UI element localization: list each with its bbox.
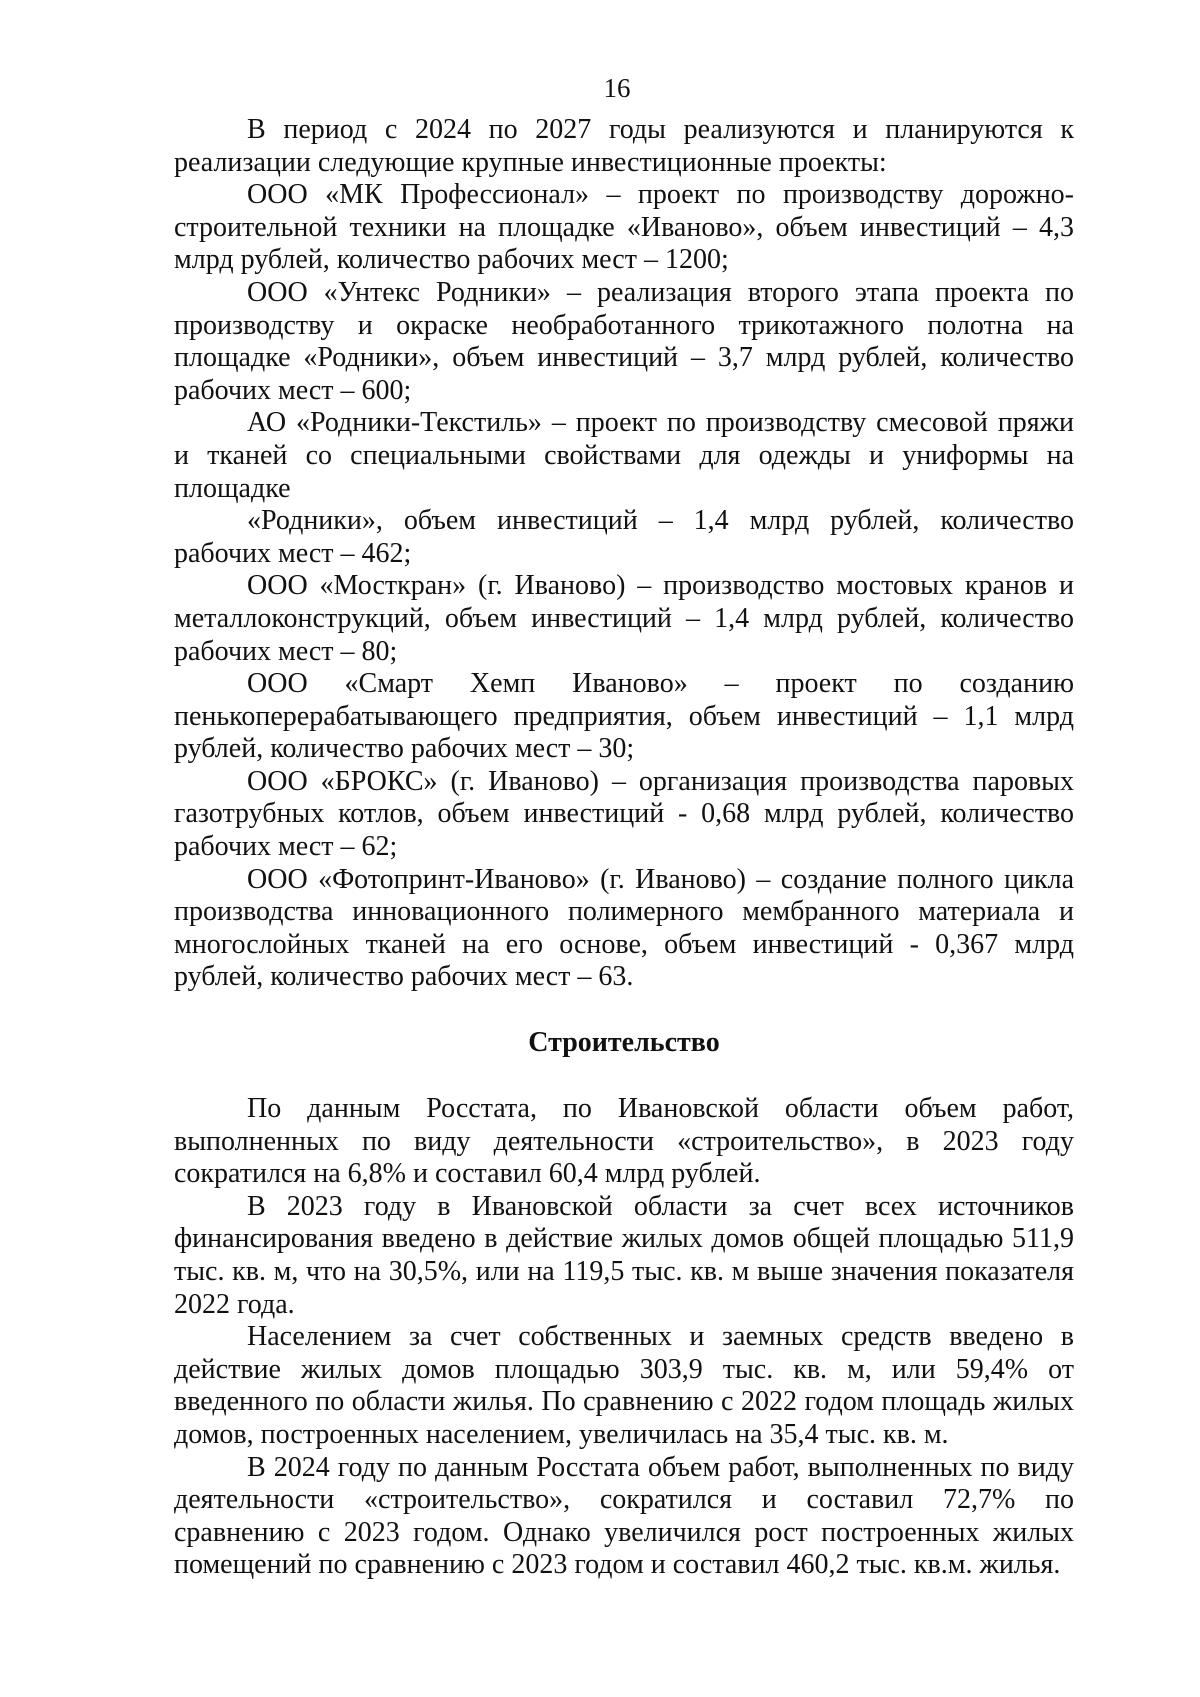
section-heading-construction: Строительство <box>528 1027 720 1058</box>
project-item-smart-hemp: ООО «Смарт Хемп Иваново» – проект по созданию пенькоперерабатывающего предприятия, объем инвестиций – 1,1 млрд рублей, количество рабочих мест – 30; <box>174 668 1074 765</box>
construction-paragraph: В 2023 году в Ивановской области за счет всех источников финансирования введено в действие жилых домов общей площадью 511,9 тыс. кв. м, что на 30,5%, или на 119,5 тыс. кв. м выше значения показателя 2022 года. <box>174 1190 1074 1320</box>
project-item-fotoprint: ООО «Фотопринт-Иваново» (г. Иваново) – создание полного цикла производства инновационного полимерного мембранного материала и многослойных тканей на его основе, объем инвестиций - 0,367 млрд рублей, количество рабочих мест – 63. <box>174 863 1074 993</box>
project-item-mostkran: ООО «Мосткран» (г. Иваново) – производство мостовых кранов и металлоконструкций, объем инвестиций – 1,4 млрд рублей, количество рабочих мест – 80; <box>174 570 1074 667</box>
construction-section <box>174 1093 1074 1582</box>
construction-paragraph: По данным Росстата, по Ивановской области объем работ, выполненных по виду деятельности «строительство», в 2023 году сократился на 6,8% и составил 60,4 млрд рублей. <box>174 1093 1074 1190</box>
page-number: 16 <box>603 73 631 103</box>
projects-section <box>174 114 1074 994</box>
project-item-rodniki-textile: АО «Родники-Текстиль» – проект по производству смесовой пряжи и тканей со специальными свойствами для одежды и униформы на площадке <box>174 407 1074 504</box>
construction-paragraph: В 2024 году по данным Росстата объем работ, выполненных по виду деятельности «строительство», сократился и составил 72,7% по сравнению с 2023 годом. Однако увеличился рост построенных жилых помещений по сравнению с 2023 годом и составил 460,2 тыс. кв.м. жилья. <box>174 1451 1074 1581</box>
project-item-mk-professional: ООО «МК Профессионал» – проект по производству дорожно-строительной техники на площадке «Иваново», объем инвестиций – 4,3 млрд рублей, количество рабочих мест – 1200; <box>174 179 1074 276</box>
project-item-rodniki-textile-continued: «Родники», объем инвестиций – 1,4 млрд рублей, количество рабочих мест – 462; <box>174 505 1074 569</box>
construction-paragraph: Населением за счет собственных и заемных средств введено в действие жилых домов площадью 303,9 тыс. кв. м, или 59,4% от введенного по области жилья. По сравнению с 2022 годом площадь жилых домов, построенных населением, увеличилась на 35,4 тыс. кв. м. <box>174 1321 1074 1450</box>
project-item-untex-rodniki: ООО «Унтекс Родники» – реализация второго этапа проекта по производству и окраске необработанного трикотажного полотна на площадке «Родники», объем инвестиций – 3,7 млрд рублей, количество рабочих мест – 600; <box>174 276 1074 406</box>
project-item-broks: ООО «БРОКС» (г. Иваново) – организация производства паровых газотрубных котлов, объем инвестиций - 0,68 млрд рублей, количество рабочих мест – 62; <box>174 765 1074 863</box>
projects-intro-paragraph: В период с 2024 по 2027 годы реализуются и планируются к реализации следующие крупные инвестиционные проекты: <box>174 114 1074 178</box>
